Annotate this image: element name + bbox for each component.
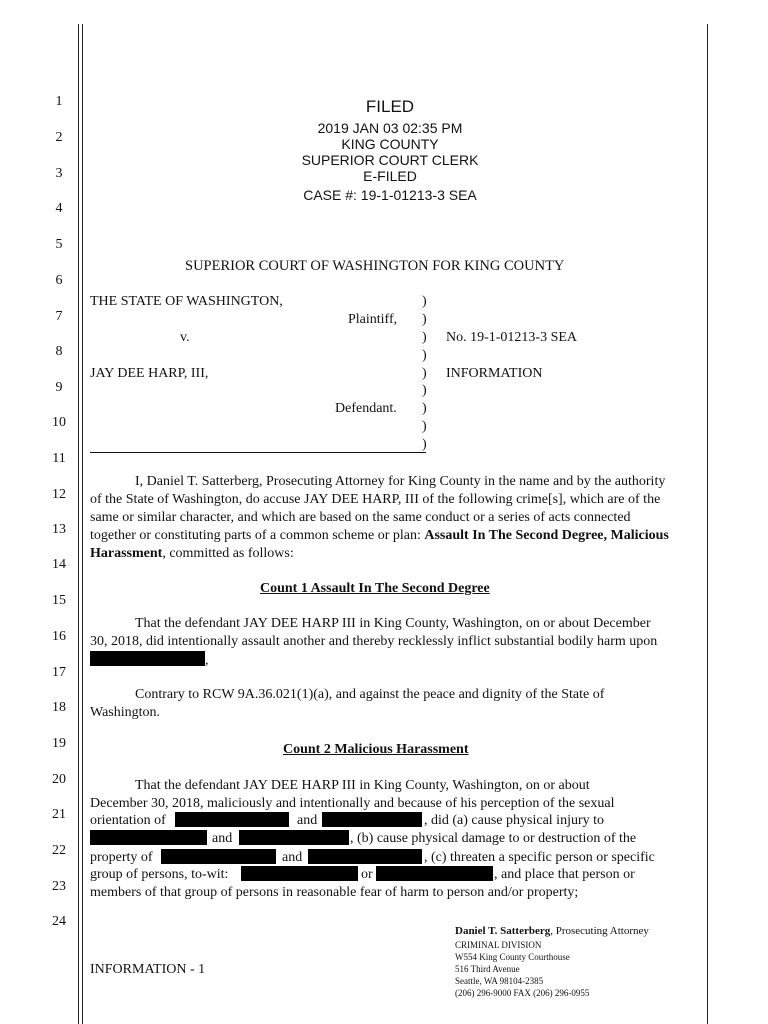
right-border-line bbox=[707, 24, 708, 1024]
left-border-line-2 bbox=[82, 24, 83, 1024]
caption-paren: ) bbox=[422, 294, 427, 309]
caption-paren: ) bbox=[422, 383, 427, 398]
intro-charges: Assault In The Second Degree, Malicious Harassment bbox=[90, 528, 669, 561]
caption-paren: ) bbox=[422, 312, 427, 327]
count-2-text: orientation of bbox=[90, 813, 166, 828]
intro-tail: , committed as follows: bbox=[162, 546, 294, 561]
footer-page-label: INFORMATION - 1 bbox=[90, 962, 206, 977]
intro-paragraph bbox=[90, 473, 670, 563]
count-2-text: , and place that person or bbox=[494, 867, 635, 882]
line-number: 3 bbox=[55, 166, 63, 181]
footer-address-line: Seattle, WA 98104-2385 bbox=[455, 976, 544, 986]
line-number: 17 bbox=[52, 665, 66, 680]
case-number: No. 19-1-01213-3 SEA bbox=[446, 330, 578, 345]
stamp-line: E-FILED bbox=[363, 168, 417, 184]
stamp-line: KING COUNTY bbox=[341, 136, 439, 152]
count-2-heading: Count 2 Malicious Harassment bbox=[283, 742, 469, 757]
count-2-text: property of bbox=[90, 850, 153, 865]
line-number: 8 bbox=[55, 344, 63, 359]
count-2-text: and bbox=[212, 831, 233, 846]
count-2-text: , (b) cause physical damage to or destruction of the bbox=[350, 831, 637, 846]
caption-underline bbox=[90, 452, 426, 453]
count-2-line: members of that group of persons in reasonable fear of harm to person and/or property; bbox=[90, 885, 579, 900]
redaction-bar bbox=[322, 812, 422, 827]
line-number: 7 bbox=[55, 309, 63, 324]
attorney-title: , Prosecuting Attorney bbox=[550, 925, 649, 937]
line-number: 18 bbox=[52, 700, 66, 715]
count-1-statute: Contrary to RCW 9A.36.021(1)(a), and against the peace and dignity of the State of Washington. bbox=[90, 687, 605, 720]
footer-address-line: W554 King County Courthouse bbox=[455, 952, 570, 962]
stamp-line: SUPERIOR COURT CLERK bbox=[301, 152, 479, 168]
footer-attorney bbox=[455, 925, 649, 937]
redaction-bar bbox=[239, 830, 349, 845]
count-2-text: group of persons, to-wit: bbox=[90, 867, 229, 882]
line-number: 10 bbox=[52, 415, 66, 430]
line-number: 14 bbox=[52, 557, 66, 572]
court-title: SUPERIOR COURT OF WASHINGTON FOR KING COUNTY bbox=[185, 258, 565, 274]
count-2-line: That the defendant JAY DEE HARP III in King County, Washington, on or about bbox=[135, 778, 590, 793]
footer-address-line: 516 Third Avenue bbox=[455, 964, 520, 974]
line-number: 1 bbox=[55, 94, 63, 109]
count-2-text: or bbox=[361, 867, 373, 882]
caption-paren: ) bbox=[422, 330, 427, 345]
caption-paren: ) bbox=[422, 419, 427, 434]
document-type: INFORMATION bbox=[446, 366, 543, 381]
left-border-line-1 bbox=[78, 24, 79, 1024]
count-2-text: and bbox=[297, 813, 318, 828]
plaintiff-role: Plaintiff, bbox=[348, 312, 398, 327]
line-number: 20 bbox=[52, 772, 66, 787]
line-number: 9 bbox=[55, 380, 63, 395]
redaction-bar bbox=[308, 849, 422, 864]
line-number: 13 bbox=[52, 522, 66, 537]
footer-phone: (206) 296-9000 FAX (206) 296-0955 bbox=[455, 988, 590, 998]
redaction-bar bbox=[241, 866, 358, 881]
versus: v. bbox=[180, 330, 190, 345]
line-number: 15 bbox=[52, 593, 66, 608]
line-number: 21 bbox=[52, 807, 66, 822]
count-1-paragraph bbox=[90, 615, 670, 670]
count-1-text: That the defendant JAY DEE HARP III in King County, Washington, on or about December 30, 2018, did intentionally assault another and thereby recklessly inflict substantial bodily harm upon bbox=[90, 616, 658, 649]
defendant-name: JAY DEE HARP, III, bbox=[90, 366, 209, 381]
caption-paren: ) bbox=[422, 401, 427, 416]
redaction-bar bbox=[90, 651, 205, 666]
line-number: 2 bbox=[55, 130, 63, 145]
attorney-name: Daniel T. Satterberg bbox=[455, 925, 551, 937]
stamp-line: 2019 JAN 03 02:35 PM bbox=[317, 120, 463, 136]
count-2-line: December 30, 2018, maliciously and intentionally and because of his perception of the sexual bbox=[90, 796, 615, 811]
count-2-text: and bbox=[282, 850, 303, 865]
plaintiff-name: THE STATE OF WASHINGTON, bbox=[90, 294, 283, 309]
line-number: 19 bbox=[52, 736, 66, 751]
stamp-case-number: CASE #: 19-1-01213-3 SEA bbox=[303, 187, 477, 203]
line-number: 11 bbox=[52, 451, 66, 466]
redaction-bar bbox=[175, 812, 289, 827]
count-2-line bbox=[90, 812, 166, 830]
count-1-heading: Count 1 Assault In The Second Degree bbox=[260, 581, 490, 596]
line-number: 23 bbox=[52, 879, 66, 894]
redaction-bar bbox=[161, 849, 276, 864]
line-number: 24 bbox=[52, 914, 66, 929]
defendant-role: Defendant. bbox=[335, 401, 397, 416]
line-number: 4 bbox=[55, 201, 63, 216]
count-2-text: , (c) threaten a specific person or specific bbox=[424, 850, 655, 865]
line-number: 5 bbox=[55, 237, 63, 252]
line-number: 16 bbox=[52, 629, 66, 644]
caption-paren: ) bbox=[422, 348, 427, 363]
intro-text: I, Daniel T. Satterberg, Prosecuting Attorney for King County in the name and by the authority of the State of Washington, do accuse JAY DEE HARP, III of the following crime[s], which are of the same or similar character, and which are based on the same conduct or a series of acts connected together or constituting parts of a common scheme or plan: bbox=[90, 474, 666, 543]
footer-address-line: CRIMINAL DIVISION bbox=[455, 940, 542, 950]
redaction-bar bbox=[90, 830, 207, 845]
filed-label: FILED bbox=[365, 97, 415, 116]
caption-paren: ) bbox=[422, 366, 427, 381]
line-number: 6 bbox=[55, 273, 63, 288]
line-number: 22 bbox=[52, 843, 66, 858]
line-number: 12 bbox=[52, 487, 66, 502]
redaction-bar bbox=[376, 866, 493, 881]
count-2-text: , did (a) cause physical injury to bbox=[424, 813, 605, 828]
count-1-tail: , bbox=[205, 653, 209, 668]
caption-paren: ) bbox=[422, 437, 427, 452]
